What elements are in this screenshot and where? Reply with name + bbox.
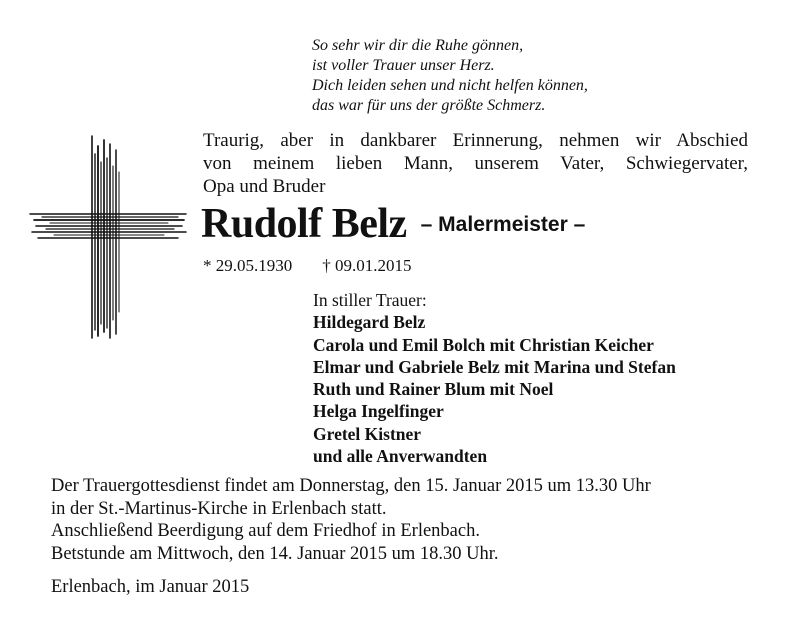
mourners-heading: In stiller Trauer: [313,290,427,310]
intro-line: Traurig, aber in dankbarer Erinnerung, nehmen wir Abschied [203,130,748,151]
poem-line: ist voller Trauer unser Herz. [312,57,495,74]
service-info [51,475,651,565]
cross-icon [28,132,188,342]
mourner-name: Helga Ingelfinger [313,401,444,422]
intro-line: von meinem lieben Mann, unserem Vater, Schwiegervater, [203,153,748,174]
intro-line: Opa und Bruder [203,176,326,197]
poem-line: So sehr wir dir die Ruhe gönnen, [312,37,524,54]
mourner-name: und alle Anverwandten [313,446,488,467]
mourner-name: Carola und Emil Bolch mit Christian Keicher [313,334,654,355]
birth-date: * 29.05.1930 [203,256,293,275]
mourner-name: Gretel Kistner [313,423,422,444]
mourner-name: Hildegard Belz [313,312,426,333]
poem-line: Dich leiden sehen und nicht helfen können, [312,77,588,94]
deceased-name-row [201,200,585,248]
death-date: † 09.01.2015 [322,256,412,275]
mourner-name: Ruth und Rainer Blum mit Noel [313,379,554,400]
mourner-name: Elmar und Gabriele Belz mit Marina und Stefan [313,356,676,377]
mourners-list [313,289,676,467]
place-and-date: Erlenbach, im Januar 2015 [51,577,250,597]
intro-text [203,129,748,198]
service-line: in der St.-Martinus-Kirche in Erlenbach statt. [51,498,387,519]
deceased-profession: – Malermeister – [420,213,586,236]
deceased-name: Rudolf Belz [201,201,407,247]
service-line: Anschließend Beerdigung auf dem Friedhof in Erlenbach. [51,521,480,541]
service-line: Betstunde am Mittwoch, den 14. Januar 2015 um 18.30 Uhr. [51,543,499,564]
poem [312,36,588,116]
poem-line: das war für uns der größte Schmerz. [312,97,546,114]
service-line: Der Trauergottesdienst findet am Donnerstag, den 15. Januar 2015 um 13.30 Uhr [51,476,651,496]
life-dates [203,256,412,276]
